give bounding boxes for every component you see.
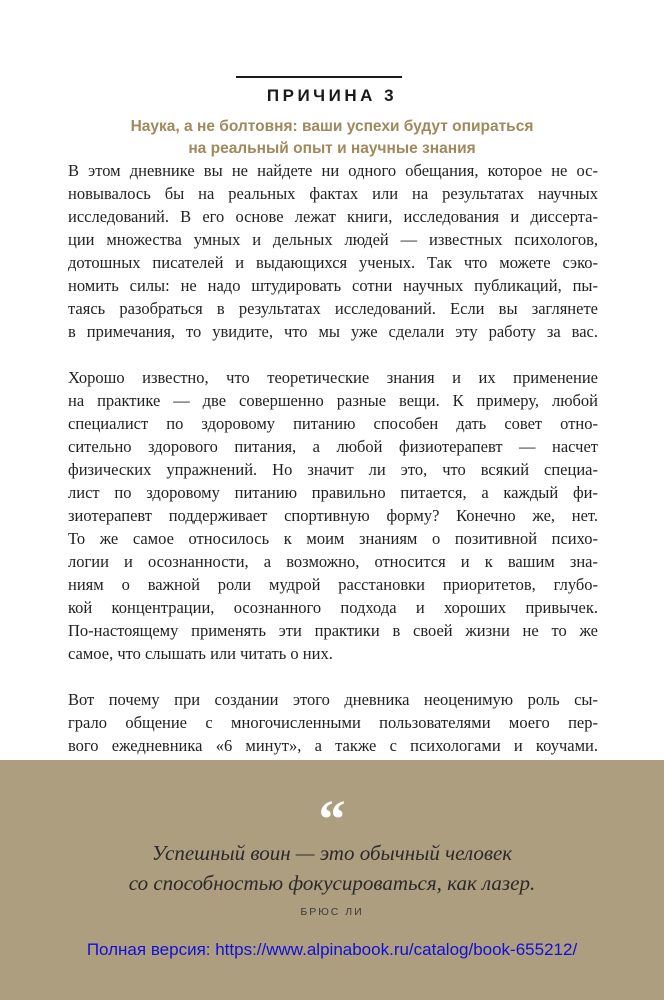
- text-line: зиотерапевт поддерживает спортивную форму? Конечно же, нет.: [68, 506, 598, 525]
- text-line: сительно здорового питания, а любой физиотерапевт — насчет: [68, 437, 598, 456]
- text-line: Хорошо известно, что теоретические знания и их применение: [68, 368, 598, 387]
- subtitle-line: на реальный опыт и научные знания: [188, 140, 476, 157]
- text-line: физических упражнений. Но значит ли это, что всякий специа-: [68, 460, 598, 479]
- text-line: дотошных писателей и выдающихся ученых. Так что можете сэко-: [68, 253, 598, 272]
- text-line: кой концентрации, осознанного подхода и хороших привычек.: [68, 598, 598, 617]
- text-line: То же самое относилось к моим знаниям о позитивной психо-: [68, 529, 598, 548]
- chapter-heading: ПРИЧИНА 3: [266, 86, 398, 105]
- quote-mark-icon: “: [318, 789, 346, 849]
- text-line: По-настоящему применять эти практики в своей жизни не то же: [68, 621, 598, 640]
- text-line: исследований. В его основе лежат книги, исследования и диссерта-: [68, 207, 598, 226]
- body-text: [68, 159, 598, 803]
- paragraph-1: [68, 159, 598, 343]
- text-line: специалист по здоровому питанию способен дать совет отно-: [68, 414, 598, 433]
- paragraph-2: [68, 366, 598, 665]
- full-version-link[interactable]: Полная версия: https://www.alpinabook.ru/catalog/book-655212/: [86, 940, 578, 959]
- text-line: Вот почему при создании этого дневника неоценимую роль сы-: [68, 690, 598, 709]
- quote-author: БРЮС ЛИ: [300, 906, 364, 918]
- text-line: в примечания, то увидите, что мы уже сделали эту работу за вас.: [68, 322, 598, 341]
- section-subtitle: [60, 116, 604, 160]
- quote-line: Успешный воин — это обычный человек: [151, 841, 513, 865]
- text-line: В этом дневнике вы не найдете ни одного обещания, которое не ос-: [68, 161, 598, 180]
- subtitle-line: Наука, а не болтовня: ваши успехи будут опираться: [130, 118, 534, 135]
- text-line: таясь разобраться в результатах исследований. Если вы заглянете: [68, 299, 598, 318]
- text-line: вого ежедневника «6 минут», а также с психологами и коучами.: [68, 736, 598, 755]
- text-line: логии и осознанности, а возможно, относится и к вашим зна-: [68, 552, 598, 571]
- text-line: новывалось бы на реальных фактах или на результатах научных: [68, 184, 598, 203]
- text-line: самое, что слышать или читать о них.: [68, 644, 333, 663]
- top-divider-rule: [236, 76, 402, 78]
- text-line: ции множества умных и дельных людей — известных психологов,: [68, 230, 598, 249]
- text-line: на практике — две совершенно разные вещи. К примеру, любой: [68, 391, 598, 410]
- quote-line: со способностью фокусироваться, как лазер.: [128, 871, 536, 895]
- text-line: грало общение с многочисленными пользователями моего пер-: [68, 713, 598, 732]
- quote-text: [60, 838, 604, 898]
- text-line: лист по здоровому питанию правильно питается, а каждый фи-: [68, 483, 598, 502]
- text-line: номить силы: не надо штудировать сотни научных публикаций, пы-: [68, 276, 598, 295]
- text-line: ниям о важной роли мудрой расстановки приоритетов, глубо-: [68, 575, 598, 594]
